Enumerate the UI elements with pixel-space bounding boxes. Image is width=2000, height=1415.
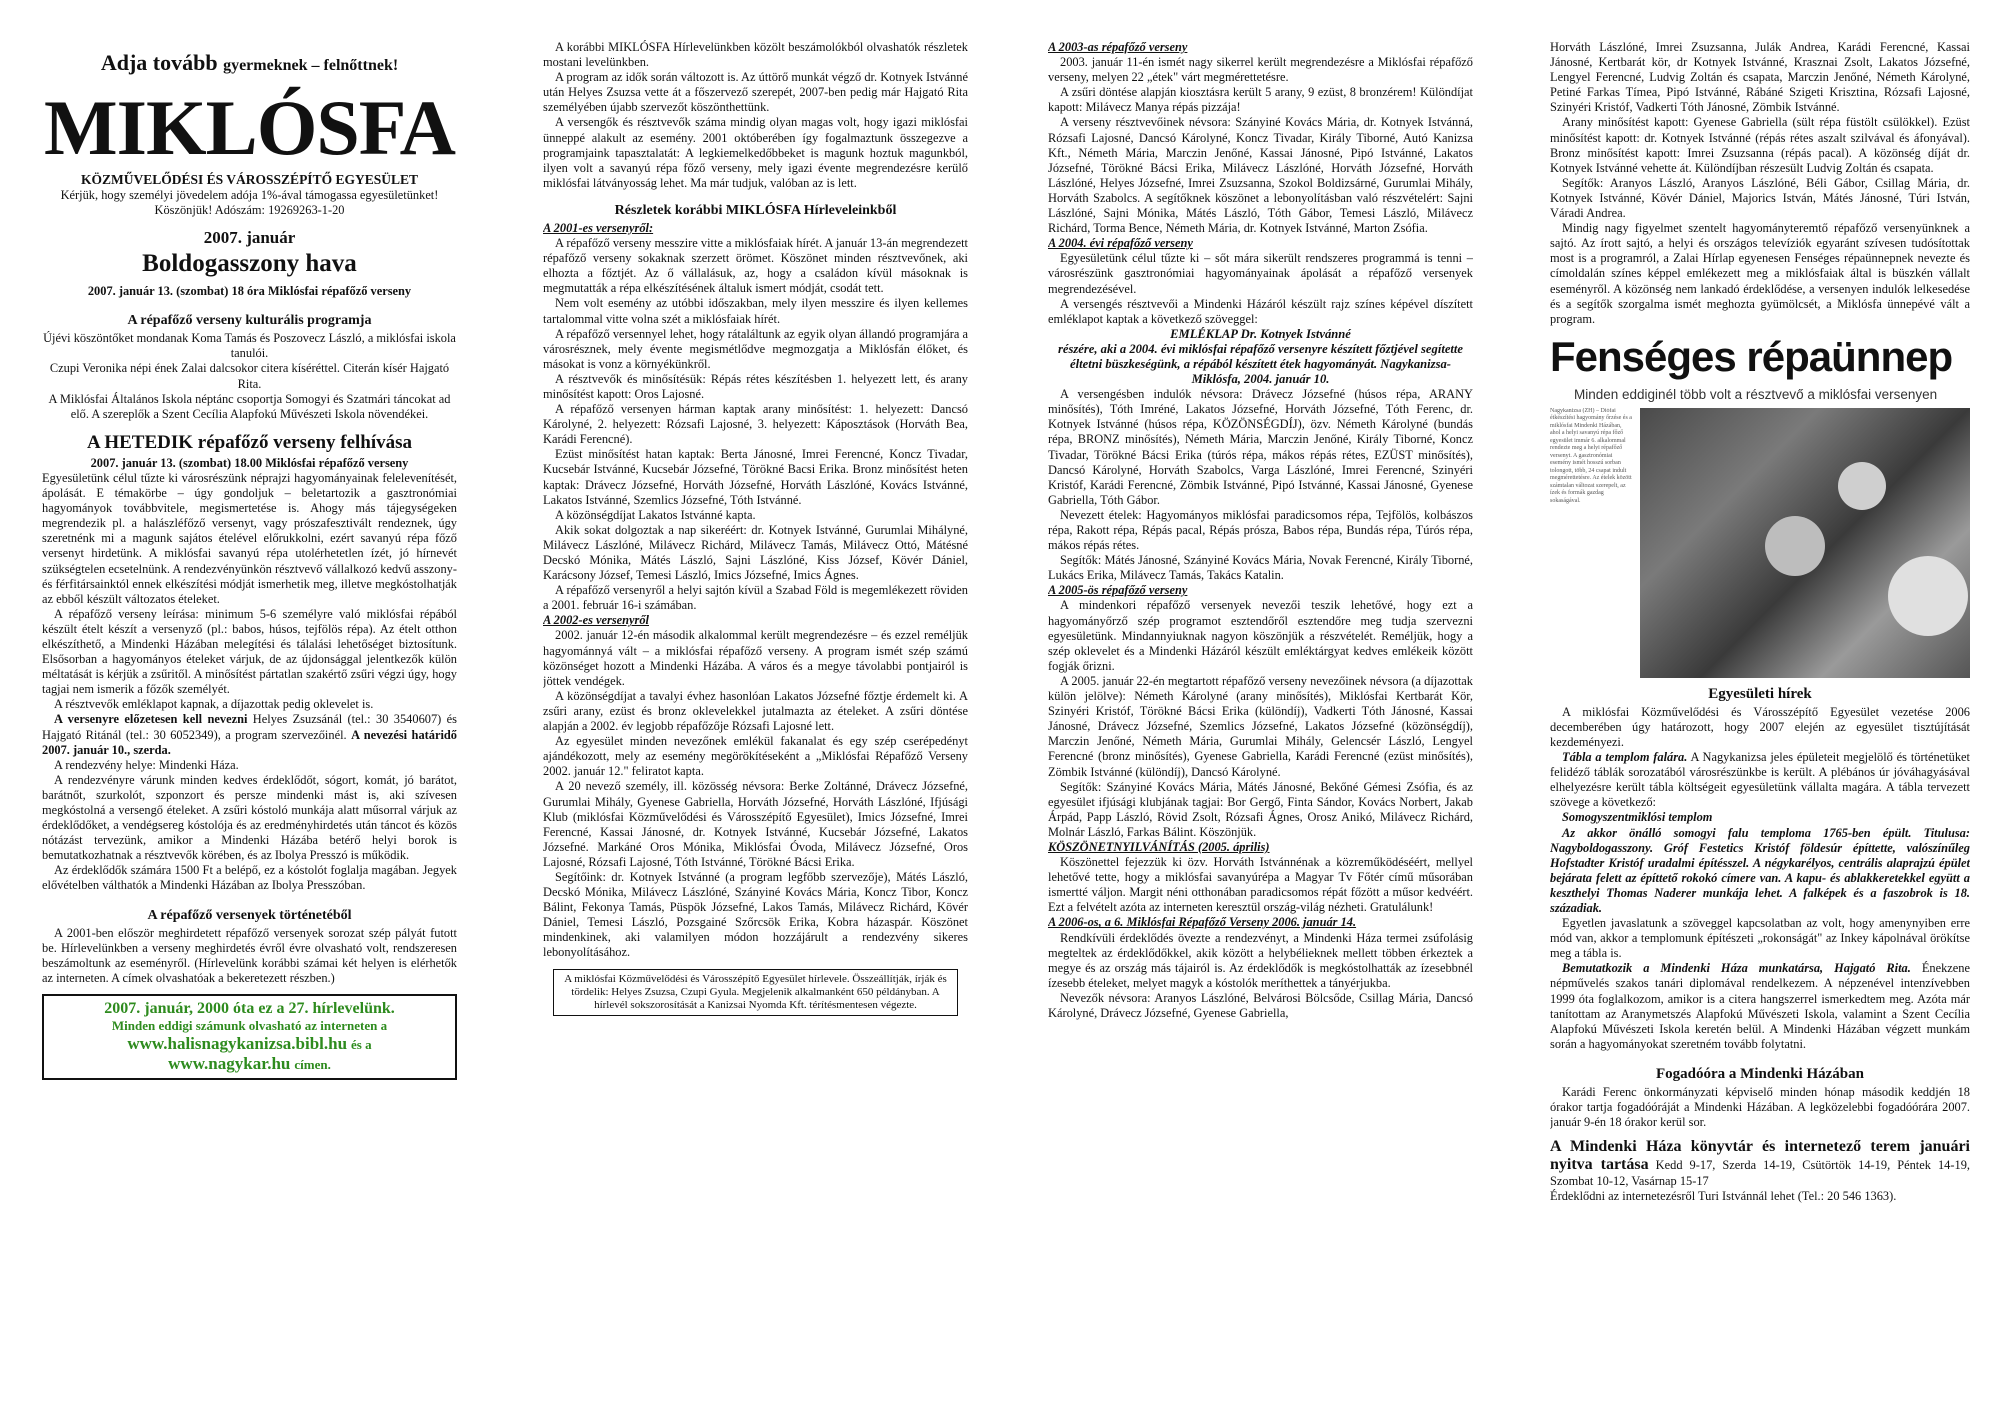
- report-2003-p1: 2003. január 11-én ismét nagy sikerrel került megrendezésre a Miklósfai répafőző verseny, melyen 22 „étek" várt megmérettetésre.: [1048, 55, 1473, 85]
- excerpts-heading: Részletek korábbi MIKLÓSFA Hírleveleinkből: [614, 202, 897, 218]
- column-1: [42, 40, 457, 1400]
- intro-paragraph-1: A korábbi MIKLÓSFA Hírlevelünkben közölt beszámolókból olvashatók részletek mostani levelünkben.: [543, 40, 968, 70]
- office-hours-text: Karádi Ferenc önkormányzati képviselő minden hónap második keddjén 18 órakor tartja fogadóóráját a Mindenki Házában. A legközelebbi fogadóórára 2007. január 9-én 18 órakor kerül sor.: [1550, 1084, 1970, 1130]
- report-2001-p2: Nem volt esemény az utóbbi időszakban, mely ilyen messzire és ilyen kellemes tartalommal vitte volna szét a miklósfaiak hírét.: [543, 296, 968, 326]
- report-2001-p9: A répafőző versenyről a helyi sajtón kívül a Szabad Föld is megemlékezett röviden a 2001. február 16-i számában.: [543, 583, 968, 613]
- report-2006-p6: Mindig nagy figyelmet szentelt hagyományteremtő répafőző versenyünknek a sajtó. Az írott sajtó, a helyi és országos televíziók egyaránt szívesen tudósítottak most is a programról, a Zalai Hírlap egyenesen Fenséges répaünnepnek nevezte és címoldalán színes képpel emlékezett meg a miklósfaiak által is büszkén vállalt eseményről. A közönség nem lankadó érdeklődése, a versenyen indulók lelkesedése és a segítők szorgalma ismét meghozta gyümölcsét, a Miklósfa ünnepévé vált a program.: [1550, 221, 1970, 326]
- program-item-3: A Miklósfai Általános Iskola néptánc csoportja Somogyi és Szatmári táncokat ad elő. A szereplők a Szent Cecília Alapfokú Művészeti Iskola növendékei.: [48, 391, 451, 421]
- report-2004-p4: Nevezett ételek: Hagyományos miklósfai paradicsomos répa, Tejfölös, kolbászos répa, Rakott répa, Répás pacal, Répás prósza, Babos répa, Bundás répa, Túrós répa, mákos répás rétes.: [1048, 507, 1473, 553]
- report-2005-p3: Segítők: Szányiné Kovács Mária, Mátés Jánosné, Bekőné Gémesi Zsófia, és az egyesület ifjúsági klubjának tagjai: Bor Gergő, Finta Sándor, Kovács Norbert, Jakab Árpád, Papp László, Rövid Zsolt, Rózsafi Ágnes, Orosz Anikó, Milávecz Richárd, Molnár László, Farkas Bálint. Köszönjük.: [1048, 779, 1473, 839]
- issue-month-name: Boldogasszony hava: [142, 250, 357, 278]
- program-heading: A répafőző verseny kulturális programja: [127, 313, 372, 329]
- subheading-2005: A 2005-ös répafőző verseny: [1048, 583, 1188, 598]
- library-hours: A Mindenki Háza könyvtár és internetező terem januári nyitva tartása Kedd 9-17, Szerda 14-19, Csütörtök 14-19, Péntek 14-19, Szombat 10-12, Vasárnap 15-17: [1550, 1138, 1970, 1189]
- call-paragraph-3: A résztvevők emléklapot kapnak, a díjazottak pedig oklevelet is.: [54, 697, 374, 712]
- clipping-subheadline: Minden eddiginél több volt a résztvevő a miklósfai versenyen: [1574, 386, 1938, 402]
- subheading-2004: A 2004. évi répafőző verseny: [1048, 236, 1193, 251]
- subheading-2001: A 2001-es versenyről:: [543, 220, 654, 235]
- column-4: [1550, 40, 1970, 1400]
- history-heading: A répafőző versenyek történetéből: [147, 907, 352, 923]
- intro-paragraph-2: A program az idők során változott is. Az úttörő munkát végző dr. Kotnyek Istvánné után Helyes Zsuzsa vette át a főszervező szerepét, 2007-ben pedig már Hajgató Rita személyében újabb szervezőt köszönthettünk.: [543, 70, 968, 115]
- report-2002-p1: 2002. január 12-én második alkalommal került megrendezésre – és ezzel reméljük hagyománnyá vált – a miklósfai répafőző verseny. A program ismét szép számú közönséget hozott a Mindenki Házába. A város és a megye távolabbi pontjairól is jöttek vendégek.: [543, 628, 968, 688]
- certificate-text: részére, aki a 2004. évi miklósfai répafőző versenyre készített főztjével segítette éltetni büszkeségünk, a répából készített étek hagyományát. Nagykanizsa-Miklósfa, 2004. január 10.: [1057, 341, 1463, 387]
- report-2001-p4: A résztvevők és minősítésük: Répás rétes készítésben 1. helyezett lett, és arany minősítést kapott: Oros Lajosné.: [543, 371, 968, 401]
- call-heading: A HETEDIK répafőző verseny felhívása: [86, 431, 413, 453]
- masthead-tax-request: Kérjük, hogy személyi jövedelem adója 1%-ával támogassa egyesületünket! Köszönjük! Adószám: 19269263-1-20: [60, 188, 439, 218]
- link-nagykar[interactable]: www.nagykar.hu: [168, 1053, 291, 1073]
- report-2004-p5: Segítők: Mátés Jánosné, Szányiné Kovács Mária, Novak Ferencné, Király Tiborné, Lukács Erika, Milávecz Tamás, Takács Katalin.: [1048, 553, 1473, 583]
- news-p6: Bemutatkozik a Mindenki Háza munkatársa, Hajgató Rita. Énekzene népművelés szakos tanári diplomával rendelkezem. A népzenével intenzívebben 1999 óta foglalkozom, amikor is a citera hangszerrel ismerkedtem meg. Azóta már tanítottam az Aranymetszés Alapfokú Művészeti Iskola, valamint a Szent Cecília Alapfokú Művészeti Iskola keretén belül. A Mindenki Házában végzett munkám során a hagyományokat szeretném tovább folytatni.: [1550, 961, 1970, 1051]
- newsletter-info-box: 2007. január, 2000 óta ez a 27. hírlevelünk. Minden eddigi számunk olvasható az interneten a www.halisnagykanizsa.bibl.hu és a www.nagykar.hu címen.: [42, 994, 457, 1080]
- report-2006-p3: Horváth Lászlóné, Imrei Zsuzsanna, Julák Andrea, Karádi Ferencné, Kassai Jánosné, Kertbarát kör, dr Kotnyek Istvánné, Krasznai Zsolt, Lakatos Józsefné, Lengyel Ferencné, Ludvig Zoltán és csapata, Marczin Jenőné, Németh Károlyné, Petiné Farkas Tímea, Pipó Istvánné, Rábáné Szigeti Krisztina, Rózsafi Lajosné, Szinyéri Kristóf, Vadkerti Tóth Jánosné, Zömbik Istvánné.: [1550, 40, 1970, 115]
- thanks-paragraph: Köszönettel fejezzük ki özv. Horváth Istvánnénak a közreműködéséért, mellyel lehetővé tette, hogy a miklósfai savanyúrépa a Magyar Tv Főtér című műsorában ismertté váljon. Margit néni otthonában paradicsomos répát főzött a műsor kedvéért. Ezt a felvételt azóta az interneten keresztül ország-világ nézheti. Gratulálunk!: [1048, 855, 1473, 915]
- event-line: 2007. január 13. (szombat) 18 óra Miklósfai répafőző verseny: [87, 284, 412, 299]
- report-2004-p1: Egyesületünk célul tűzte ki – sőt mára sikerült rendszeres programmá is tenni – városrészünk gasztronómiai hagyományainak ápolását a répafőző versenyek megrendezésével.: [1048, 251, 1473, 296]
- credits-box: A miklósfai Közművelődési és Városszépítő Egyesület hírlevele. Összeállítják, írják és tördelik: Helyes Zsuzsa, Czupi Gyula. Megjelenik alkalmanként 650 példányban. A hírlevél sokszorosítását a Kanizsai Nyomda Kft. térítésmentesen végezte.: [553, 969, 958, 1016]
- program-item-1: Újévi köszöntőket mondanak Koma Tamás és Poszovecz László, a miklósfai iskola tanulói.: [43, 331, 456, 361]
- library-contact: Érdeklődni az internetezésről Turi Istvánnál lehet (Tel.: 20 546 1363).: [1550, 1189, 1897, 1204]
- call-paragraph-6: A rendezvényre várunk minden kedves érdeklődőt, sógort, komát, jó barátot, barátnőt, szurkolót, szponzort és persze mindenki mást is, aki szívesen megkóstolná a versengő ételeket. A zsűri kóstoló munkája alatt műsorral várjuk az érdeklődőket, a vendégsereg kóstolója és az eredményhirdetés után táncot és közös nótázást tervezünk, amikor a Mindenki Házába betérő helyi borok is bemutatkozhatnak a résztvevők körében, és az Ibolya Presszó is működik.: [42, 772, 457, 863]
- report-2004-p3: A versengésben indulók névsora: Drávecz Józsefné (húsos répa, ARANY minősítés), Tóth Imréné, Lakatos Józsefné, Horváth Józsefné, Tóth Ferenc, dr. Kotnyek Istvánné (húsos répa, KÖZÖNSÉGDÍJ), özv. Németh Károlyné (bundás répa, BRONZ minősítés), Németh Mária, Marczin Jenőné, Király Tiborné, Koncz Tivadar, Törökné Bácsi Erika (túrós répa, mákos répás rétes, EZÜST minősítés), Dancsó Károlyné, Horváth Szabolcs, Varga Lászlóné, Imrei Ferencné, Szinyéri Kristóf, Karádi Ferencné, Zömbik Istvánné, Pipó Istvánné, Kassai Jánosné, Gyenese Gabriella, Tóth Gábor.: [1048, 387, 1473, 507]
- report-2004-p2: A versengés résztvevői a Mindenki Házáról készült rajz színes képével díszített emléklapot kaptak a következő szöveggel:: [1048, 296, 1473, 326]
- report-2002-p3: Az egyesület minden nevezőnek emlékül fakanalat és egy szép cserépedényt ajándékozott, mely az esemény megörökítéseként a „Miklósfai Répafőző Verseny 2002. január 12." feliratot kapta.: [543, 734, 968, 779]
- column-2: [543, 40, 968, 1400]
- column-3: [1048, 40, 1473, 1400]
- masthead-org: KÖZMŰVELŐDÉSI ÉS VÁROSSZÉPÍTŐ EGYESÜLET: [81, 172, 418, 187]
- call-paragraph-1: Egyesületünk célul tűzte ki városrészünk néprajzi hagyományainak felelevenítését, ápolását. E témakörbe – úgy gondoljuk – beletartozik a gasztronómiai hagyományok továbbvitele, megismertetése is. Ahogy más tájegységeken megrendezik pl. a halászléfőző versenyt, vagy prószafesztivált rendeznek, úgy szeretnénk mi a magunk sajátos ételével előrukkolni, ezért savanyú répa főző versenyt hirdetünk. A miklósfai savanyú répa utolérhetetlen ízét, jó hírnevét szükségtelen ecsetelnünk. A rendezvényünkön résztvevő vállalkozó kedvű asszony- és férfitársainktól ennek elkészítési módját ismerhetik meg, illetve megkóstolhatják az ebből készült változatos ételeket.: [42, 470, 457, 606]
- report-2002-p5: Segítőink: dr. Kotnyek Istvánné (a program legfőbb szervezője), Mátés László, Decskó Mónika, Milávecz Lászlóné, Szányiné Kovács Mária, Koncz Tibor, Koncz Bálint, Fekonya Tamás, Püspök Józsefné, Lakos Tamás, Milávecz Richárd, Kövér Dániel, Temesi László, Pozsgainé Szőrcsök Erika, Kobra házaspár. Köszönet mindenkinek, aki valamilyen módon hozzájárult a rendezvény sikeres lebonyolításához.: [543, 869, 968, 960]
- report-2002-p2: A közönségdíjat a tavalyi évhez hasonlóan Lakatos Józsefné főztje érdemelt ki. A zsűri arany, ezüst és bronz oklevelekkel jutalmazta az ételeket. A zsűri döntése alapján a 2002. év legjobb répafőzője Rózsafi Lajosné lett.: [543, 688, 968, 734]
- call-subheading: 2007. január 13. (szombat) 18.00 Miklósfai répafőző verseny: [90, 455, 409, 470]
- subheading-2006: A 2006-os, a 6. Miklósfai Répafőző Verseny 2006. január 14.: [1048, 915, 1357, 930]
- report-2001-p6: Ezüst minősítést hatan kaptak: Berta Jánosné, Imrei Ferencné, Koncz Tivadar, Kucsebár Istvánné, Kucsebár Józsefné, Törökné Bacsi Erika. Bronz minősítést heten kaptak: Drávecz Józsefné, Horváth Józsefné, Horváth Lászlóné, Kovács Istvánné, Lakatos Istvánné, Szemlics Józsefné, Tóth Istvánné.: [543, 447, 968, 507]
- report-2001-p3: A répafőző versennyel lehet, hogy rátaláltunk az egyik olyan állandó programjára a városrésznek, mely évente megismétlődve megmozgatja a Miklósfán élőket, és másokat is vonz a környékünkről.: [543, 326, 968, 371]
- report-2001-p5: A répafőző versenyen hárman kaptak arany minősítést: 1. helyezett: Dancsó Károlyné, 2. helyezett: Rózsafi Lajosné, 3. helyezett: Káposztások (Horváth Bea, Karádi Ferencné).: [543, 402, 968, 447]
- plaque-title: Somogyszentmiklósi templom: [1562, 810, 1713, 825]
- office-hours-heading: Fogadóóra a Mindenki Házában: [1656, 1065, 1864, 1082]
- news-p5: Egyetlen javaslatunk a szöveggel kapcsolatban az volt, hogy amenynyiben erre mód van, akkor a templomunk építészeti „rokonságát" az Inkey kápolnával örökítse meg a tábla is.: [1550, 916, 1970, 961]
- plaque-text: Az akkor önálló somogyi falu temploma 1765-ben épült. Titulusa: Nagyboldogasszony. Gróf Festetics Kristóf földesúr építtette, valószínűleg Hofstadter Kristóf uradalmi építésszel. A négykarélyos, centrális alaprajzú épület bejárata felett az építtető rokokó címere van. A kapu- és ablakkeretekkel együtt a keszthelyi Thomas Naderer munkája lehet. A falképek és a faszobrok is 18. századiak.: [1550, 825, 1970, 915]
- subheading-thanks: KÖSZÖNETNYILVÁNÍTÁS (2005. április): [1048, 839, 1270, 854]
- news-heading: Egyesületi hírek: [1708, 685, 1812, 702]
- report-2005-p2: A 2005. január 22-én megtartott répafőző verseny nevezőinek névsora (a díjazottak külön jelölve): Németh Károlyné (arany minősítés), Miklósfai Kertbarát Kör, Szinyéri Kristóf, Törökné Bácsi Erika (különdíj), Vadkerti Tóth Jánosné, Kassai Jánosné, Drávecz Józsefné, Szemlics Józsefné, Lakatos Józsefné (közönségdíj), Marczin Jenőné, Németh Mária, Gurumlai Mihály, Gelencsér László, Lengyel Ferencné (bronz minősítés), Gyenese Gabriella, Karádi Ferencné (ezüst minősítés), Zömbik Istvánné (különdíj), Dancsó Károlyné.: [1048, 673, 1473, 779]
- call-paragraph-7: Az érdeklődők számára 1500 Ft a belépő, ez a kóstolót foglalja magában. Jegyek elővételben válthatók a Mindenki Házában az Ibolya Presszóban.: [42, 863, 457, 893]
- clipping-text: Nagykanizsa (ZH) – Diófai étkészítési hagyomány őrzése és a miklósfai Mindenki Házában, ahol a helyi savanyú répa főző egyesület immár 6. alkalommal rendezte meg a helyi répafőző versenyt. A gasztronómiai esemény ismét hosszú sorban tolongott, több, 24 csapat indult megmérettetésre. Az ételek között számtalan változat szerepelt, az ízek és formák gazdag sokaságával.: [1550, 407, 1632, 504]
- report-2006-p2: Nevezők névsora: Aranyos Lászlóné, Belvárosi Bölcsőde, Csillag Mária, Dancsó Károlyné, Drávecz Józsefné, Gyenese Gabriella,: [1048, 990, 1473, 1020]
- masthead-title: MIKLÓSFA: [44, 84, 455, 171]
- clipping-photo: [1640, 408, 1970, 678]
- history-paragraph: A 2001-ben először meghirdetett répafőző versenyek sorozat szép pályát futott be. Hírlevelünkben a verseny meghirdetés évről évre olvasható volt, rendszeresen beszámoltunk az eseményről. (Hírlevelünk korábbi számai két helyen is elérhetők az interneten. A címek olvashatóak a bekeretezett részben.): [42, 925, 457, 985]
- news-p2: Tábla a templom falára. A Nagykanizsa jeles épületeit megjelölő és történetüket felidéző táblák sorozatából városrészünkbe is került. A plébános úr jóváhagyásával elhelyezésre került tábla költségeit egyesületünk vállalta magára. A tábla tervezett szövege a következő:: [1550, 750, 1970, 810]
- report-2006-p1: Rendkívüli érdeklődés övezte a rendezvényt, a Mindenki Háza termei zsúfolásig megteltek az érdeklődőkkel, akik között a helybélieknek mellett többen érkeztek a megye és az ország más tájairól is. Az érdeklődők is megkóstolhatták az ízesebbnél ízesebb ételeket, melyet magyk a kóstolók meríthettek a tányérjukba.: [1048, 930, 1473, 990]
- certificate-title: EMLÉKLAP Dr. Kotnyek Istvánné: [1170, 326, 1351, 341]
- subheading-2002: A 2002-es versenyről: [543, 613, 649, 628]
- program-item-2: Czupi Veronika népi ének Zalai dalcsokor citera kíséréttel. Citerán kísér Hajgató Rita.: [49, 361, 450, 391]
- link-halis[interactable]: www.halisnagykanizsa.bibl.hu: [127, 1033, 348, 1053]
- newsletter-online-note: Minden eddigi számunk olvasható az interneten a: [111, 1017, 388, 1033]
- report-2002-p4: A 20 nevező személy, ill. közösség névsora: Berke Zoltánné, Drávecz Józsefné, Gurumlai Mihály, Gyenese Gabriella, Horváth Józsefné, Horváth Lászlóné, Ifjúsági Klub (miklósfai Közművelődési és Városszépítő Egyesület), Imics Józsefné, Imrei Ferencné, Kassai Jánosné, dr. Kotnyek Istvánné, Kucsebár Józsefné, Lakatos Józsefné. Markáné Oros Mónika, Miklósfai Óvoda, Milávecz Józsefné, Oros Lajosné, Rózsafi Lajosné, Tóth Istvánné, Törökné Bácsi Erika.: [543, 779, 968, 869]
- intro-paragraph-3: A versengők és résztvevők száma mindig olyan magas volt, hogy igazi miklósfai ünneppé alakult az esemény. 2001 októberében így fogalmaztunk összegezve a programjaink tapasztalatát: A legkiemelkedőbbeket is magunk hoztuk magunkból, ilyen volt a savanyú répa főző verseny, mely igazi évente megrendezésre kerülő miklósfai látványosság lehet. Ma már tudjuk, valóban az is lett.: [543, 115, 968, 190]
- report-2006-p4: Arany minősítést kapott: Gyenese Gabriella (sült répa füstölt csülökkel). Ezüst minősítést kapott: dr. Kotnyek Istvánné (répás rétes aszalt szilvával és áfonyával). Bronz minősítést kapott: Imrei Zsuzsanna (répás pacal). A közönség díját dr. Kotnyek Istvánné vehette át. Különdíjban részesült Ludvig Zoltán és csapata.: [1550, 115, 1970, 175]
- news-p1: A miklósfai Közművelődési és Városszépítő Egyesület vezetése 2006 decemberében úgy határozott, hogy 2007 elején az egyesület tisztújítását kezdeményezi.: [1550, 704, 1970, 749]
- call-paragraph-2: A répafőző verseny leírása: minimum 5-6 személyre való miklósfai répából készült ételt készít a versenyző (pl.: babos, húsos, tejfölös répa). Az ételt otthon elkészíthető, a Mindenki Házában melegítési és tálalási lehetőséget biztosítunk. Elsősorban a hagyományos ételeket várjuk, de az újdonsággal jelentkezők külön méltatását is kérjük a zsűritől. A minősítést pártatlan szakértő zsűri végzi úgy, hogy tagjai nem ismerik a főzők személyét.: [42, 606, 457, 697]
- report-2005-p1: A mindenkori répafőző versenyek nevezői teszik lehetővé, hogy ezt a hagyományőrző szép programot esztendőről esztendőre meg tudja szervezni egyesületünk. Mindannyiuknak nagyon köszönjük a részvételét. Reméljük, hogy a szép oklevelet és a Mindenki Házáról készült emléktárgyat kedves emlékeik között fogják őrizni.: [1048, 598, 1473, 673]
- report-2001-p1: A répafőző verseny messzire vitte a miklósfaiak hírét. A január 13-án megrendezett répafőző verseny sokaknak szerzett örömet. Köszönet minden résztvevőnek, aki elhozta a főztjét. Az ő vállalásuk, az, hogy a családon kívül másoknak is megmutatták a répa elkészítésének általuk ismert módját, csodát tett.: [543, 236, 968, 296]
- report-2001-p8: Akik sokat dolgoztak a nap sikeréért: dr. Kotnyek Istvánné, Gurumlai Mihályné, Milávecz Lászlóné, Milávecz Richárd, Milávecz Tamás, Milávecz Ottó, Mátésné Decskó Mónika, Mátés László, Sajni Lászlóné, Kiss József, Kövér Dániel, Karácsony József, Temesi László, Imics Józsefné, Imics Ágnes.: [543, 522, 968, 583]
- call-paragraph-5: A rendezvény helye: Mindenki Háza.: [54, 757, 239, 772]
- report-2001-p7: A közönségdíjat Lakatos Istvánné kapta.: [555, 507, 756, 522]
- newsletter-count: 2007. január, 2000 óta ez a 27. hírlevelünk.: [104, 999, 395, 1017]
- call-paragraph-4: A versenyre előzetesen kell nevezni Helyes Zsuzsánál (tel.: 30 3540607) és Hajgató Ritánál (tel.: 30 6052349), a program szervezőinél. A nevezési határidő 2007. január 10., szerda.: [42, 712, 457, 757]
- masthead-tagline: Adja tovább gyermeknek – felnőttnek!: [100, 50, 399, 75]
- issue-date: 2007. január: [203, 228, 296, 248]
- report-2006-p5: Segítők: Aranyos László, Aranyos Lászlóné, Béli Gábor, Csillag Mária, dr. Kotnyek Istvánné, Kövér Dániel, Majorics István, Mátés Jánosné, Túri István, Váradi Andrea.: [1550, 175, 1970, 221]
- clipping-headline: Fenséges répaünnep: [1550, 332, 1953, 380]
- subheading-2003: A 2003-as répafőző verseny: [1048, 40, 1188, 54]
- report-2003-p2: A zsűri döntése alapján kiosztásra került 5 arany, 9 ezüst, 8 bronzérem! Különdíjat kapott: Milávecz Manya répás pizzája!: [1048, 85, 1473, 115]
- newspaper-clipping: [1550, 333, 1970, 678]
- report-2003-p3: A verseny résztvevőinek névsora: Szányiné Kovács Mária, dr. Kotnyek Istvánná, Rózsafi Lajosné, Dancsó Károlyné, Koncz Tivadar, Király Tiborné, Autó Kanizsa Kft., Németh Mária, Marczin Jenőné, Kassai Jánosné, Pipó Istvánné, Lakatos Józsefné, Törökné Bácsi Erika, Milávecz Lászlóné, Horváth Józsefné, Horváth Lászlóné, Helyes Józsefné, Imrei Zsuzsanna, Szokol Boldizsárné, Gurumlai Mihály, Horváth Szabolcs. A segítőknek köszönet a lebonyolításban való részvételért: Sajni Lászlóné, Sajni Mónika, Mátés László, Tóth Gábor, Temesi László, Milávecz Richárd, Torma Bence, Németh Mária, dr. Kotnyek Istvánné, Marton Zsófia.: [1048, 115, 1473, 236]
